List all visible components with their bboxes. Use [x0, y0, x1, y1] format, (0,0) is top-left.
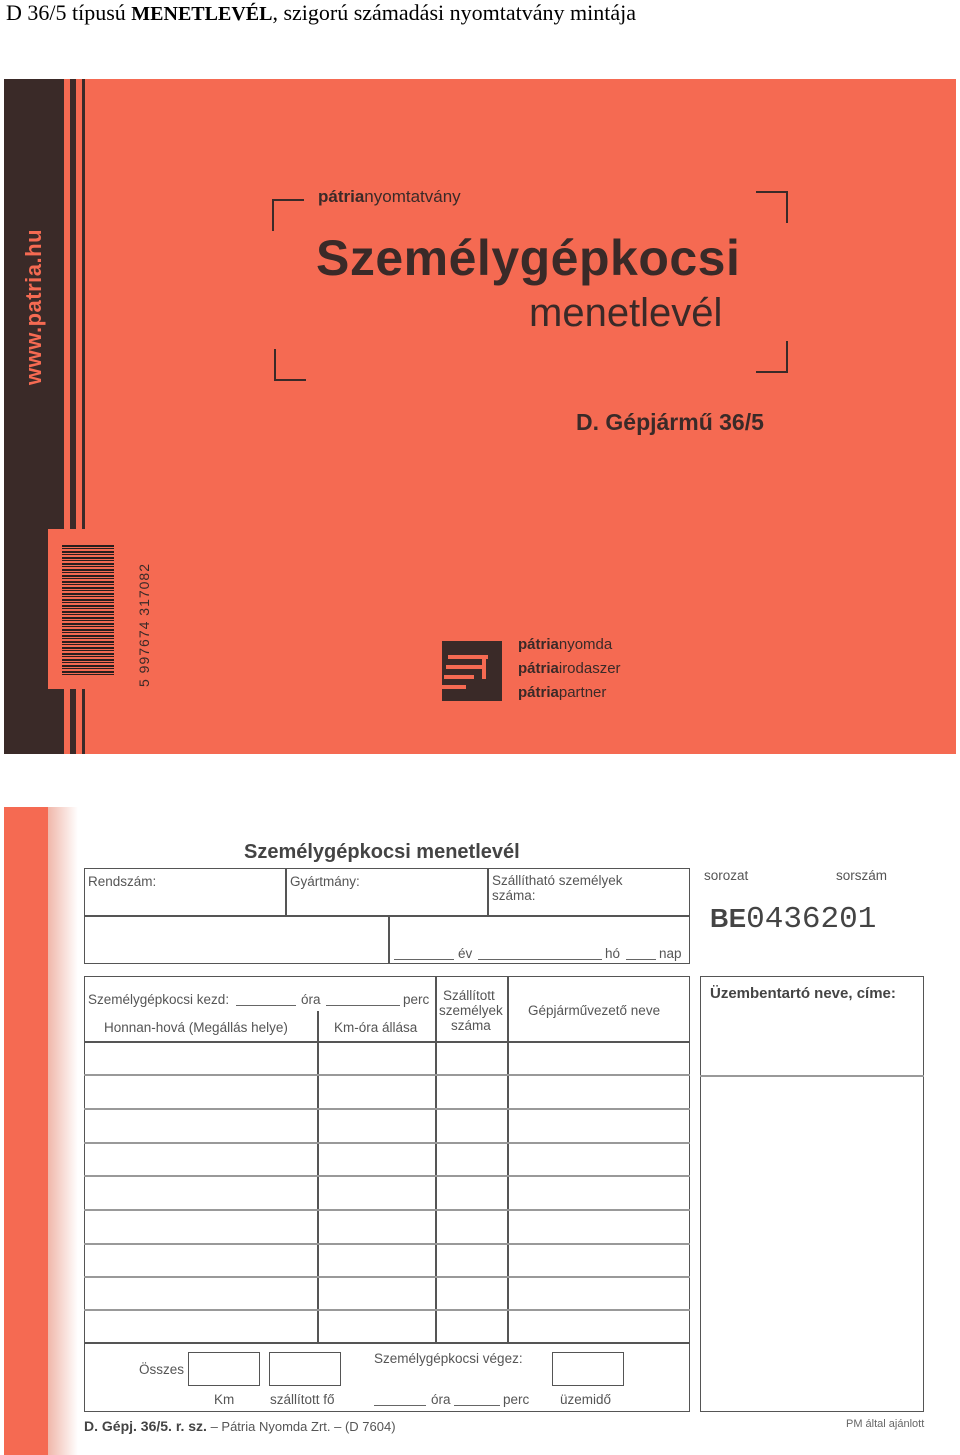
corner-mark	[272, 199, 304, 231]
corner-mark	[274, 349, 306, 381]
cover-image	[4, 79, 956, 754]
gyartmany-label: Gyártmány:	[290, 874, 360, 889]
operator-box	[700, 976, 924, 1412]
szallithato-label: száma:	[492, 888, 536, 903]
rendszam-label: Rendszám:	[88, 874, 157, 889]
perc-label: perc	[503, 1392, 530, 1407]
km-ora-label: Km-óra állása	[334, 1020, 418, 1035]
form-shadow	[48, 807, 78, 1455]
brand-list	[518, 633, 621, 705]
kezd-label: Személygépkocsi kezd:	[88, 992, 230, 1007]
cover-code: D. Gépjármű 36/5	[576, 409, 764, 435]
ho-label: hó	[605, 946, 621, 961]
osszes-km-box	[188, 1352, 260, 1386]
nap-label: nap	[659, 946, 682, 961]
vegez-label: Személygépkocsi végez:	[374, 1351, 523, 1366]
patria-logo-icon	[442, 641, 502, 701]
sorszam-label: sorszám	[836, 868, 888, 883]
uzemido-box	[552, 1352, 624, 1386]
ora-label: óra	[301, 992, 321, 1007]
barcode-icon	[62, 545, 114, 677]
sorozat-label: sorozat	[704, 868, 749, 883]
cover-subtitle: menetlevél	[529, 291, 723, 335]
szallitott-label: száma	[451, 1018, 491, 1033]
form-footer: D. Gépj. 36/5. r. sz. – Pátria Nyomda Zrt. – (D 7604)	[84, 1418, 396, 1434]
osszes-label: Összes	[139, 1362, 185, 1377]
szallitott-label: személyek	[439, 1003, 503, 1018]
uzemido-label: üzemidő	[560, 1392, 612, 1407]
document-title: D 36/5 típusú MENETLEVÉL, szigorú számadási nyomtatvány mintája	[6, 0, 636, 25]
serial-number: BE0436201	[710, 902, 877, 937]
szallitott-label: Szállított	[443, 988, 495, 1003]
uzembentarto-label: Üzembentartó neve, címe:	[710, 985, 896, 1002]
brand-top: pátrianyomtatvány	[318, 187, 461, 206]
osszes-fo-box	[269, 1352, 341, 1386]
ora-label: óra	[431, 1392, 451, 1407]
honnan-label: Honnan-hová (Megállás helye)	[104, 1020, 288, 1035]
form-cover-edge	[4, 807, 48, 1455]
ev-label: év	[458, 946, 473, 961]
brand-item: pátrianyomda	[518, 636, 613, 653]
spine-url: www.patria.hu	[21, 228, 46, 386]
perc-label: perc	[403, 992, 430, 1007]
brand-item: pátriairodaszer	[518, 660, 621, 677]
cover-title: Személygépkocsi	[316, 230, 741, 286]
szallitott-fo-label: szállított fő	[270, 1392, 335, 1407]
gepjarmuvezeto-label: Gépjárművezető neve	[528, 1003, 661, 1018]
barcode-number: 5 997674 317082	[136, 563, 152, 687]
title-emphasis: MENETLEVÉL	[131, 3, 273, 25]
brand-item: pátriapartner	[518, 684, 607, 701]
form-image	[4, 807, 956, 1455]
km-label: Km	[214, 1392, 235, 1407]
form-footer-right: PM által ajánlott	[846, 1418, 925, 1430]
corner-mark	[756, 191, 788, 223]
corner-mark	[756, 341, 788, 373]
form-title: Személygépkocsi menetlevél	[244, 841, 520, 863]
szallithato-label: Szállítható személyek	[492, 873, 623, 888]
